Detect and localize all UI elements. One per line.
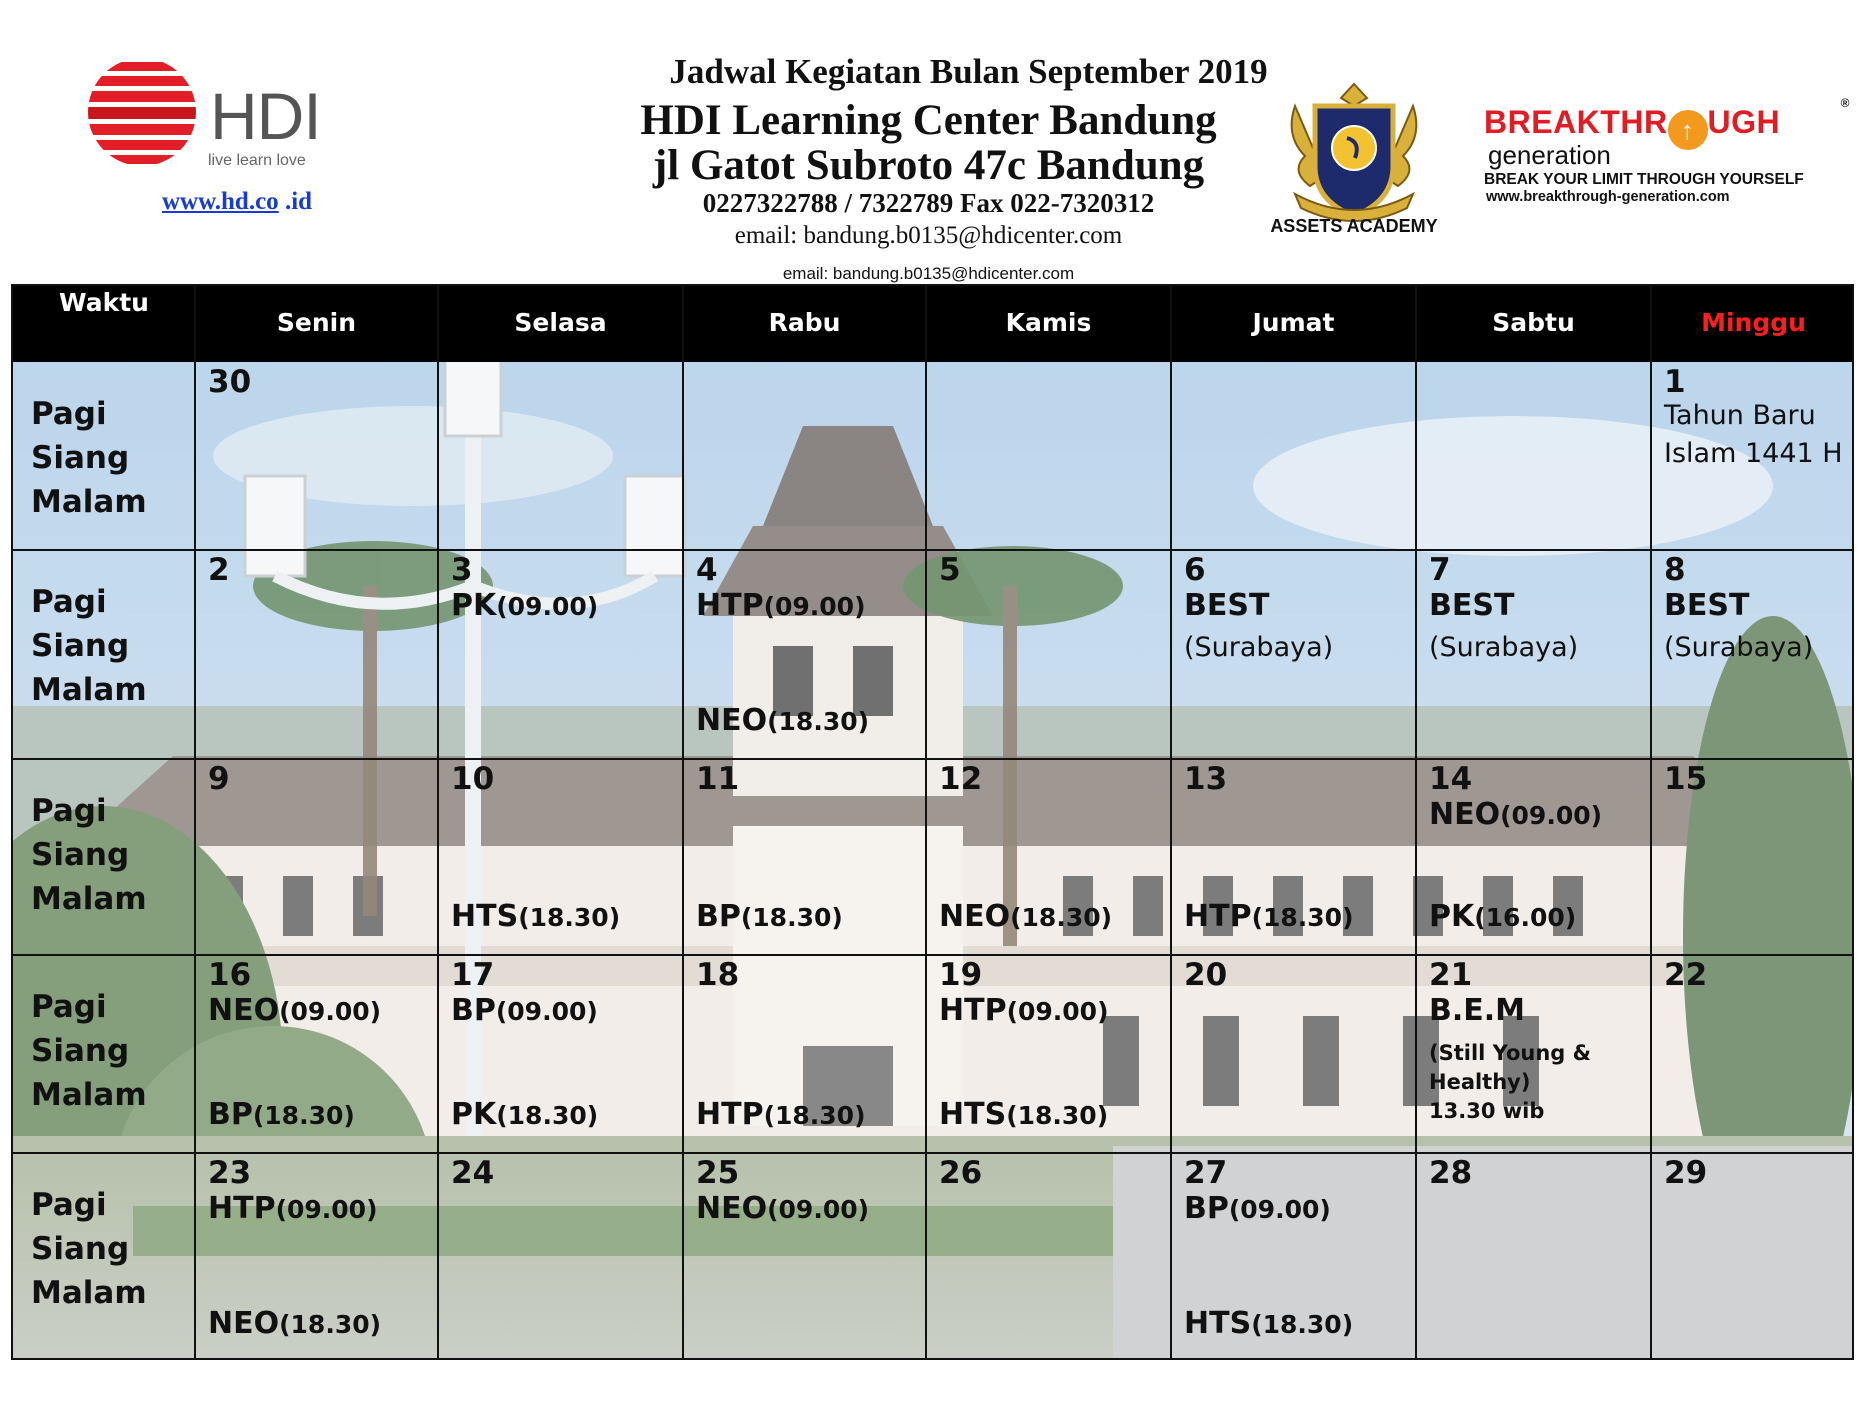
event-detail: (Still Young &: [1429, 1041, 1591, 1065]
header-waktu: [13, 286, 195, 362]
day-number: 28: [1429, 1155, 1473, 1191]
event-code: PK: [1429, 899, 1475, 934]
day-number: 3: [451, 552, 473, 588]
event-time: (09.00): [279, 997, 382, 1026]
event-time: (09.00): [496, 592, 599, 621]
day-cell[interactable]: [1416, 955, 1651, 1153]
day-number: 26: [939, 1155, 983, 1191]
assets-academy-crest-icon: [1275, 76, 1433, 234]
event-note: (Surabaya): [1184, 632, 1334, 663]
day-cell[interactable]: [926, 1153, 1171, 1360]
event-time: (16.00): [1474, 903, 1577, 932]
event-time: (09.00): [495, 997, 598, 1026]
event-code: BEST: [1664, 588, 1750, 623]
day-number: 12: [939, 761, 983, 797]
header-minggu: [1651, 286, 1854, 362]
event: [1429, 588, 1514, 623]
event-note: Tahun Baru: [1664, 400, 1816, 431]
event: [1184, 899, 1354, 934]
event: [696, 899, 843, 934]
event-code: NEO: [208, 1306, 280, 1341]
day-cell[interactable]: [926, 955, 1171, 1153]
event: [208, 1097, 355, 1132]
header-label: Rabu: [768, 308, 841, 337]
day-cell[interactable]: [438, 550, 683, 759]
header-label: Senin: [276, 308, 357, 337]
day-cell[interactable]: [683, 362, 926, 550]
day-number: 4: [696, 552, 718, 588]
event: [451, 993, 598, 1028]
day-cell[interactable]: [926, 362, 1171, 550]
waktu-malam: Malam: [31, 1275, 147, 1311]
waktu-label: [31, 1183, 147, 1315]
day-cell[interactable]: [1171, 1153, 1416, 1360]
day-cell[interactable]: [1651, 1153, 1854, 1360]
event-time: (18.30): [252, 1101, 355, 1130]
waktu-pagi: Pagi: [31, 793, 107, 829]
day-cell[interactable]: [1651, 955, 1854, 1153]
day-number: 14: [1429, 761, 1473, 797]
breakthrough-slogan: BREAK YOUR LIMIT THROUGH YOURSELF: [1484, 171, 1804, 188]
event: [1184, 1191, 1331, 1226]
header-title: Jadwal Kegiatan Bulan September 2019: [669, 52, 1268, 91]
event: [696, 703, 869, 738]
day-cell[interactable]: [195, 362, 438, 550]
day-cell[interactable]: [1171, 550, 1416, 759]
event-code: BP: [696, 899, 741, 934]
waktu-pagi: Pagi: [31, 396, 107, 432]
breakthrough-wordmark: [1484, 96, 1850, 150]
header-label: Waktu: [59, 288, 149, 317]
day-number: 8: [1664, 552, 1686, 588]
day-cell[interactable]: [683, 955, 926, 1153]
event-time: (18.30): [740, 903, 843, 932]
calendar-table: [11, 284, 1854, 1360]
day-number: 22: [1664, 957, 1708, 993]
hdi-wordmark: HDI: [210, 79, 321, 153]
event: [1429, 797, 1602, 832]
waktu-label: [31, 580, 147, 712]
event-note: (Surabaya): [1429, 632, 1579, 663]
event-code: HTP: [939, 993, 1007, 1028]
event: [451, 588, 598, 623]
event: [939, 1097, 1108, 1132]
day-number: 15: [1664, 761, 1708, 797]
day-cell[interactable]: [1651, 550, 1854, 759]
day-number: 10: [451, 761, 495, 797]
header-label: Jumat: [1252, 308, 1335, 337]
hdi-website-main[interactable]: www.hd.co: [162, 188, 279, 215]
waktu-malam: Malam: [31, 881, 147, 917]
event: [939, 993, 1109, 1028]
event: [1429, 993, 1525, 1028]
event-code: BP: [208, 1097, 253, 1132]
event-code: HTP: [696, 588, 764, 623]
day-cell[interactable]: [1416, 362, 1651, 550]
header-jumat: [1171, 286, 1416, 362]
day-number: 20: [1184, 957, 1228, 993]
hdi-tagline: live learn love: [208, 152, 306, 169]
header-label: Minggu: [1701, 308, 1806, 337]
event-code: BEST: [1429, 588, 1515, 623]
waktu-siang: Siang: [31, 628, 130, 664]
breakthrough-wordmark-b: UGH: [1707, 104, 1781, 140]
event-code: PK: [451, 588, 497, 623]
waktu-malam: Malam: [31, 484, 147, 520]
day-cell[interactable]: [1651, 362, 1854, 550]
event-code: BP: [1184, 1191, 1229, 1226]
header-email-small: email: bandung.b0135@hdicenter.com: [782, 264, 1075, 283]
day-cell[interactable]: [683, 1153, 926, 1360]
event-time: (09.00): [767, 1195, 870, 1224]
event-code: NEO: [208, 993, 280, 1028]
event: [696, 1097, 866, 1132]
day-cell[interactable]: [1416, 550, 1651, 759]
day-cell[interactable]: [438, 1153, 683, 1360]
hdi-website-link[interactable]: [162, 188, 312, 216]
day-cell[interactable]: [1171, 759, 1416, 955]
event-detail: 13.30 wib: [1429, 1099, 1545, 1123]
event-time: (18.30): [1010, 903, 1113, 932]
waktu-siang: Siang: [31, 1033, 130, 1069]
event: [696, 1191, 869, 1226]
day-cell[interactable]: [683, 550, 926, 759]
header-center-name: HDI Learning Center Bandung: [640, 97, 1217, 144]
day-cell[interactable]: [1416, 759, 1651, 955]
event: [451, 1097, 598, 1132]
event: [939, 899, 1112, 934]
event-time: (18.30): [1251, 903, 1354, 932]
event-code: HTP: [208, 1191, 276, 1226]
day-number: 23: [208, 1155, 252, 1191]
event-note: Islam 1441 H: [1664, 438, 1843, 469]
day-number: 19: [939, 957, 983, 993]
event: [1184, 588, 1269, 623]
event-time: (18.30): [518, 903, 621, 932]
day-cell[interactable]: [926, 759, 1171, 955]
registered-mark: ®: [1840, 96, 1850, 110]
event-code: HTS: [939, 1097, 1007, 1132]
day-cell[interactable]: [1171, 955, 1416, 1153]
day-number: 5: [939, 552, 961, 588]
day-number: 9: [208, 761, 230, 797]
breakthrough-website: www.breakthrough-generation.com: [1486, 189, 1730, 205]
breakthrough-generation: generation: [1488, 140, 1611, 170]
header-label: Selasa: [514, 308, 607, 337]
waktu-malam: Malam: [31, 672, 147, 708]
event-code: HTS: [451, 899, 519, 934]
event-time: (18.30): [496, 1101, 599, 1130]
event: [1664, 588, 1749, 623]
waktu-label: [31, 392, 147, 524]
day-number: 2: [208, 552, 230, 588]
event: [208, 1191, 378, 1226]
day-cell[interactable]: [438, 759, 683, 955]
day-cell[interactable]: [438, 955, 683, 1153]
event-code: NEO: [696, 703, 768, 738]
day-cell[interactable]: [438, 362, 683, 550]
event: [208, 993, 381, 1028]
header-email: email: bandung.b0135@hdicenter.com: [734, 222, 1123, 249]
event-time: (18.30): [279, 1310, 382, 1339]
event-time: (09.00): [275, 1195, 378, 1224]
day-cell[interactable]: [195, 759, 438, 955]
header-address: jl Gatot Subroto 47c Bandung: [652, 142, 1205, 189]
day-number: 24: [451, 1155, 495, 1191]
day-number: 29: [1664, 1155, 1708, 1191]
event-time: (09.00): [763, 592, 866, 621]
event-time: (18.30): [1251, 1310, 1354, 1339]
day-number: 6: [1184, 552, 1206, 588]
event: [1429, 899, 1576, 934]
waktu-pagi: Pagi: [31, 989, 107, 1025]
event-code: BP: [451, 993, 496, 1028]
day-cell[interactable]: [1651, 759, 1854, 955]
event-note: (Surabaya): [1664, 632, 1814, 663]
waktu-siang: Siang: [31, 837, 130, 873]
waktu-label: [31, 789, 147, 921]
day-cell[interactable]: [195, 1153, 438, 1360]
day-cell[interactable]: [195, 955, 438, 1153]
header-selasa: [438, 286, 683, 362]
header-kamis: [926, 286, 1171, 362]
day-number: 18: [696, 957, 740, 993]
breakthrough-logo: [1484, 96, 1850, 205]
header-senin: [195, 286, 438, 362]
waktu-label: [31, 985, 147, 1117]
header-label: Kamis: [1005, 308, 1092, 337]
day-cell[interactable]: [195, 550, 438, 759]
day-number: 16: [208, 957, 252, 993]
hdi-globe-icon: [82, 52, 212, 182]
event-time: (18.30): [1006, 1101, 1109, 1130]
day-number: 11: [696, 761, 740, 797]
header-sabtu: [1416, 286, 1651, 362]
day-number: 25: [696, 1155, 740, 1191]
day-cell[interactable]: [683, 759, 926, 955]
event-time: (09.00): [1500, 801, 1603, 830]
breakthrough-wordmark-a: BREAKTHR: [1484, 104, 1668, 140]
day-cell[interactable]: [1171, 362, 1416, 550]
waktu-pagi: Pagi: [31, 1187, 107, 1223]
event: [208, 1306, 381, 1341]
event-code: B.E.M: [1429, 993, 1526, 1028]
header-rabu: [683, 286, 926, 362]
event-code: BEST: [1184, 588, 1270, 623]
event-time: (18.30): [763, 1101, 866, 1130]
event-detail: Healthy): [1429, 1070, 1531, 1094]
day-number: 27: [1184, 1155, 1228, 1191]
day-number: 30: [208, 364, 252, 400]
event-code: HTS: [1184, 1306, 1252, 1341]
header-phone: 0227322788 / 7322789 Fax 022-7320312: [702, 188, 1155, 218]
event-time: (09.00): [1006, 997, 1109, 1026]
event-code: NEO: [939, 899, 1011, 934]
day-number: 21: [1429, 957, 1473, 993]
event-code: NEO: [696, 1191, 768, 1226]
event-time: (18.30): [767, 707, 870, 736]
hdi-website-suffix: .id: [278, 188, 313, 215]
assets-academy-label: ASSETS ACADEMY: [1270, 216, 1438, 236]
day-number: 7: [1429, 552, 1451, 588]
event: [696, 588, 866, 623]
event: [1184, 1306, 1353, 1341]
day-number: 1: [1664, 364, 1686, 400]
waktu-malam: Malam: [31, 1077, 147, 1113]
day-number: 17: [451, 957, 495, 993]
event-code: HTP: [1184, 899, 1252, 934]
day-cell[interactable]: [926, 550, 1171, 759]
event-time: (09.00): [1228, 1195, 1331, 1224]
waktu-siang: Siang: [31, 440, 130, 476]
waktu-pagi: Pagi: [31, 584, 107, 620]
event-code: NEO: [1429, 797, 1501, 832]
breakthrough-o-icon: ↑: [1668, 110, 1708, 150]
event-code: PK: [451, 1097, 497, 1132]
event: [451, 899, 620, 934]
day-number: 13: [1184, 761, 1228, 797]
event-code: HTP: [696, 1097, 764, 1132]
day-cell[interactable]: [1416, 1153, 1651, 1360]
waktu-siang: Siang: [31, 1231, 130, 1267]
header-label: Sabtu: [1492, 308, 1575, 337]
